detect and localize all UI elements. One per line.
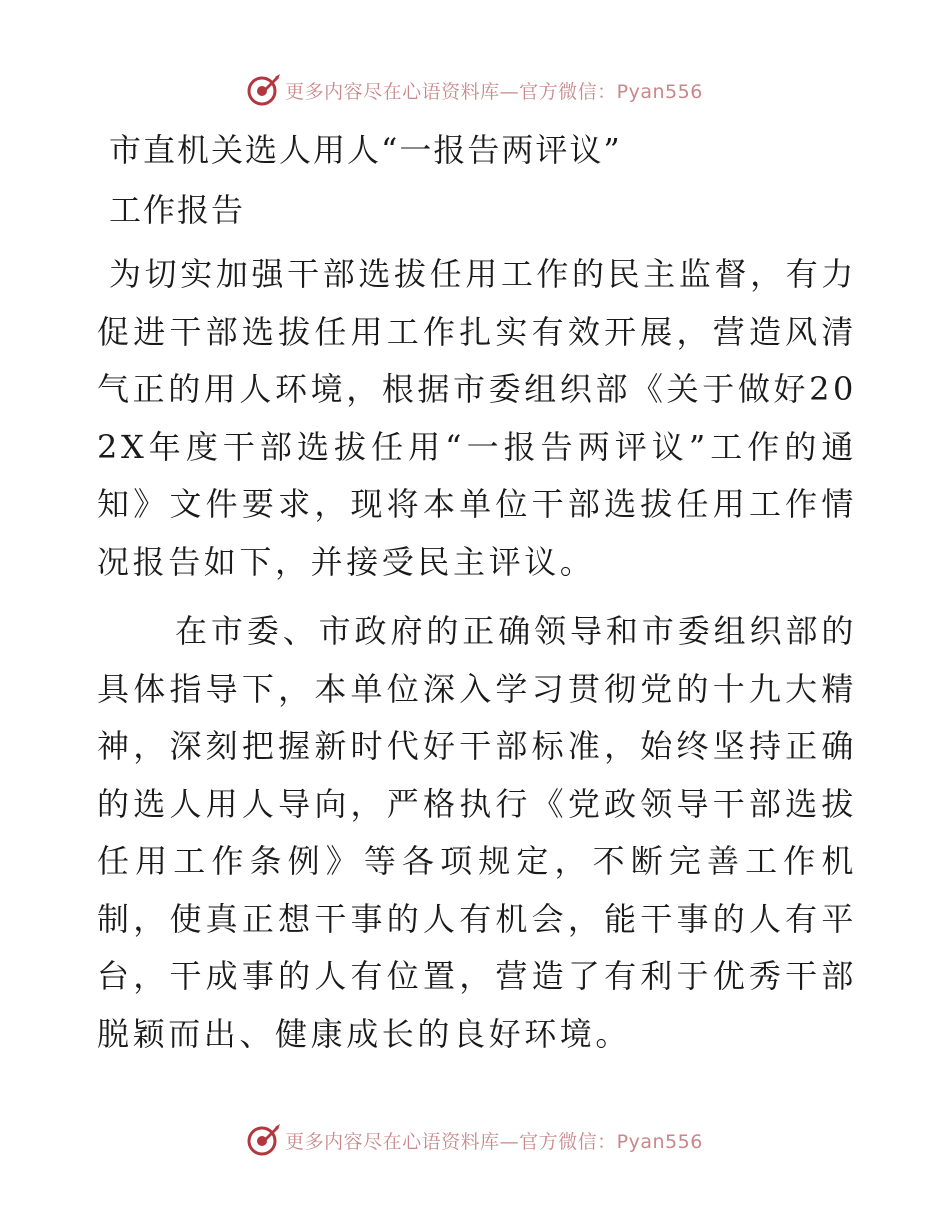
watermark-label: 更多内容尽在心语资料库—官方微信：	[285, 1130, 617, 1153]
paragraph-main: 在市委、市政府的正确领导和市委组织部的具体指导下，本单位深入学习贯彻党的十九大精神，深刻把握新时代好干部标准，始终坚持正确的选人用人导向，严格执行《党政领导干部选拔任用工作条例》等各项规定，不断完善工作机制，使真正想干事的人有机会，能干事的人有平台，干成事的人有位置，营造了有利于优秀干部脱颖而出、健康成长的良好环境。	[97, 612, 857, 1053]
watermark-footer	[0, 1120, 950, 1160]
watermark-wechat-id: Pyan556	[616, 80, 703, 103]
watermark-text	[285, 1127, 703, 1154]
watermark-text	[285, 77, 703, 104]
pen-logo-icon	[247, 1123, 281, 1157]
document-title: 市直机关选人用人“一报告两评议”	[109, 131, 622, 169]
watermark-label: 更多内容尽在心语资料库—官方微信：	[285, 80, 617, 103]
watermark-header	[0, 70, 950, 110]
document-subtitle: 工作报告	[109, 191, 246, 229]
pen-logo-icon	[247, 73, 281, 107]
watermark-wechat-id: Pyan556	[616, 1130, 703, 1153]
document-body	[97, 120, 857, 1063]
paragraph-intro: 为切实加强干部选拔任用工作的民主监督，有力促进干部选拔任用工作扎实有效开展，营造风清气正的用人环境，根据市委组织部《关于做好202X年度干部选拔任用“一报告两评议”工作的通知》文件要求，现将本单位干部选拔任用工作情况报告如下，并接受民主评议。	[97, 255, 857, 581]
